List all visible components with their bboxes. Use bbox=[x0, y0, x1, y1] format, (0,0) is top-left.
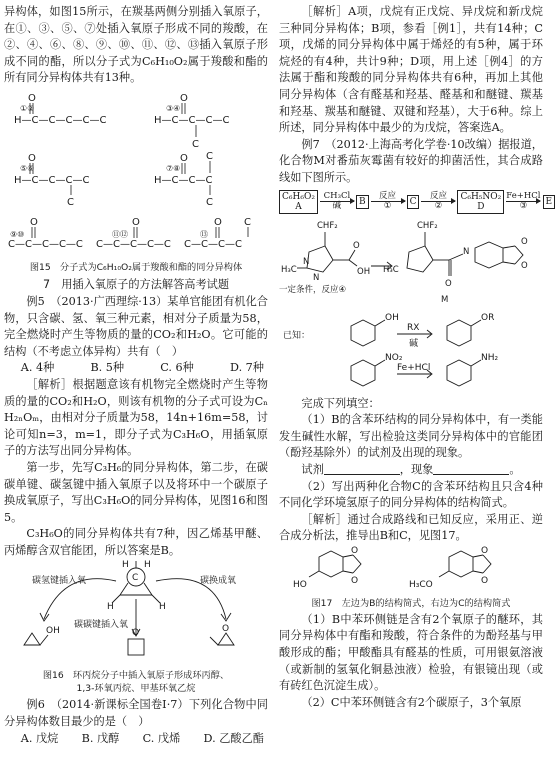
svg-text:O: O bbox=[353, 240, 360, 251]
reaction-arrow-4: Fe+HCl ③ bbox=[506, 191, 541, 212]
svg-text:H: H bbox=[107, 602, 114, 613]
compound-c: C bbox=[407, 195, 420, 209]
fig16-o-epoxide: O bbox=[222, 624, 230, 635]
svg-text:O: O bbox=[481, 575, 489, 586]
answer-1: （1）B中苯环侧链是含有2个氧原子的醚环，其同分异构体中有酯和羧酸，符合条件的为酚羟基与甲酸形成的酯；甲酸酯具有醛基的性质，可用银氨溶液（或新制的氢氧化铜悬浊液）检验，有银镜出现（或有砖红色沉淀生成）。 bbox=[279, 612, 543, 693]
svg-text:O: O bbox=[521, 260, 528, 271]
svg-text:⑦⑧: ⑦⑧ bbox=[166, 163, 181, 173]
condition-label: 一定条件，反应④ bbox=[279, 284, 347, 295]
svg-text:NH₂: NH₂ bbox=[481, 352, 499, 363]
analysis-7: ［解析］通过合成路线和已知反应，采用正、逆合成分析法，推导出B和C，见图17。 bbox=[279, 512, 543, 543]
reagent-blank[interactable] bbox=[324, 463, 400, 475]
svg-text:O: O bbox=[214, 216, 222, 228]
svg-text:CHF₂: CHF₂ bbox=[417, 220, 438, 231]
example-6-options bbox=[4, 731, 268, 748]
phenomenon-blank[interactable] bbox=[433, 463, 509, 475]
reaction-arrow-3: 反应 ② bbox=[421, 192, 455, 211]
compound-a: C₆H₆O₂ A bbox=[279, 190, 318, 214]
svg-text:H: H bbox=[144, 560, 151, 571]
reaction-arrow-1: CH₃Cl 碱 bbox=[320, 192, 354, 211]
svg-text:①②: ①② bbox=[20, 103, 35, 113]
compound-b: B bbox=[356, 195, 369, 209]
svg-text:OH: OH bbox=[385, 312, 399, 323]
svg-text:Fe+HCl: Fe+HCl bbox=[397, 362, 431, 373]
svg-text:⑬: ⑬ bbox=[200, 229, 208, 239]
svg-text:HO: HO bbox=[293, 579, 307, 590]
svg-text:C: C bbox=[206, 150, 213, 162]
task-intro: 完成下列填空： bbox=[301, 396, 380, 410]
svg-text:O: O bbox=[521, 236, 528, 247]
left-column bbox=[4, 4, 268, 747]
svg-text:⑪⑫: ⑪⑫ bbox=[112, 229, 128, 239]
figure-16-diagram bbox=[4, 559, 268, 663]
fig15-struct-6: C—C—C—C—C bbox=[96, 238, 171, 250]
known-label: 已知： bbox=[283, 330, 311, 341]
svg-text:OH: OH bbox=[357, 266, 371, 277]
svg-text:O: O bbox=[28, 92, 36, 104]
reaction-arrow-2: 反应 ① bbox=[371, 192, 405, 211]
svg-text:O: O bbox=[28, 152, 36, 164]
option-c: C. 6种 bbox=[160, 361, 194, 375]
svg-text:O: O bbox=[180, 92, 188, 104]
svg-text:O: O bbox=[481, 545, 489, 556]
svg-text:H₃CO: H₃CO bbox=[409, 579, 433, 590]
fig15-struct-5: C—C—C—C—C bbox=[8, 238, 83, 250]
svg-text:OR: OR bbox=[481, 312, 495, 323]
option-d: D. 乙酸乙酯 bbox=[203, 731, 264, 745]
svg-text:NO₂: NO₂ bbox=[385, 352, 403, 363]
figure-16-caption-2: 1,3-环氧丙烷、甲基环氧乙烷 bbox=[76, 683, 196, 695]
section-title: 7 用插入氧原子的方法解答高考试题 bbox=[42, 277, 230, 291]
svg-text:C: C bbox=[67, 196, 74, 208]
svg-text:O: O bbox=[30, 216, 38, 228]
svg-text:N: N bbox=[313, 272, 320, 283]
example-5: 例5 （2013·广西理综·13）某单官能团有机化合物，只含碳、氢、氧三种元素，相对分子质量为58，完全燃烧时产生等物质的量的CO₂和H₂O。它可能的结构（不考虑立体异构）共有（ ） bbox=[4, 294, 268, 358]
svg-text:H₃C: H₃C bbox=[281, 264, 297, 275]
svg-text:N: N bbox=[463, 246, 470, 257]
right-column bbox=[279, 4, 553, 711]
svg-text:H: H bbox=[122, 560, 129, 571]
svg-text:N: N bbox=[303, 256, 310, 267]
compound-e: E bbox=[543, 195, 555, 209]
svg-text:O: O bbox=[132, 216, 140, 228]
analysis-5c: C₃H₆O的同分异构体共有7种，因乙烯基甲醚、丙烯醇含双官能团，所以答案是B。 bbox=[4, 527, 268, 557]
fig16-label-ch-insert: 碳氢键插入氧 bbox=[32, 576, 87, 587]
example-7: 例7 （2012·上海高考化学卷·10改编）据报道，化合物M对番茄灰霉菌有较好的抑菌活性，其合成路线如下图所示。 bbox=[279, 137, 543, 184]
figure-16-caption-1: 图16 环丙烷分子中插入氧原子形成环丙醇、 bbox=[42, 670, 230, 682]
fig15-struct-4: H—C—C—C bbox=[154, 174, 213, 186]
fig16-label-c-to-o: 碳换成氧 bbox=[200, 576, 237, 587]
synthesis-route bbox=[279, 190, 553, 214]
reaction-4-structures bbox=[279, 216, 543, 308]
fig15-struct-1: H—C—C—C—C—C bbox=[14, 114, 107, 126]
option-a: A. 戊烷 bbox=[20, 731, 59, 745]
svg-text:RX: RX bbox=[407, 322, 420, 333]
question-1-blanks: 试剂 ，现象 。 bbox=[301, 462, 521, 476]
svg-text:H₃C: H₃C bbox=[383, 264, 399, 275]
svg-text:碱: 碱 bbox=[409, 338, 419, 349]
option-b: B. 戊醇 bbox=[81, 731, 120, 745]
svg-text:C: C bbox=[206, 196, 213, 208]
figure-17-structures bbox=[279, 545, 543, 591]
option-a: A. 4种 bbox=[20, 361, 55, 375]
fig15-struct-7: C—C—C—C bbox=[184, 238, 242, 250]
option-d: D. 7种 bbox=[230, 361, 264, 375]
svg-text:⑤⑥: ⑤⑥ bbox=[20, 163, 35, 173]
compound-m-label: M bbox=[441, 294, 449, 305]
fig15-struct-2: H—C—C—C—C bbox=[154, 114, 230, 126]
fig16-label-cc-insert: 碳碳键插入氧 bbox=[74, 620, 129, 631]
svg-text:⑨⑩: ⑨⑩ bbox=[10, 229, 25, 239]
analysis-5a: ［解析］根据题意该有机物完全燃烧时产生等物质的量的CO₂和H₂O，则该有机物的分子式可设为CₙH₂ₙOₘ，由相对分子质量为58，14n+16m=58，讨论可知n=3，m=1，即分子式为C₃H₆O，用插氧原子的方法写出同分异构体。 bbox=[4, 377, 268, 458]
figure-15-structures bbox=[4, 87, 268, 255]
svg-text:O: O bbox=[351, 575, 359, 586]
example-5-options bbox=[4, 360, 268, 377]
analysis-5b: 第一步，先写C₃H₆的同分异构体，第二步，在碳碳单键、碳氢键中插入氧原子以及将环中一个碳原子换成氧原子，写出C₃H₆O的同分异构体，见图16和图5。 bbox=[4, 460, 268, 524]
compound-d: C₆H₅NO₂ D bbox=[457, 190, 504, 214]
fig16-oh: OH bbox=[46, 626, 60, 637]
option-c: C. 戊烯 bbox=[142, 731, 181, 745]
answer-2: （2）C中苯环侧链含有2个碳原子，3个氧原 bbox=[301, 695, 522, 709]
fig15-struct-3: H—C—C—C—C bbox=[14, 174, 90, 186]
svg-text:O: O bbox=[351, 545, 359, 556]
svg-text:C: C bbox=[244, 216, 251, 228]
known-reactions bbox=[279, 312, 543, 392]
option-b: B. 5种 bbox=[90, 361, 125, 375]
svg-text:O: O bbox=[445, 278, 452, 289]
svg-text:O: O bbox=[180, 152, 188, 164]
svg-text:③④: ③④ bbox=[166, 103, 181, 113]
fig16-o-oxetane: O bbox=[132, 628, 140, 639]
analysis-6: ［解析］A项，戊烷有正戊烷、异戊烷和新戊烷三种同分异构体；B项，参看［例1］，共有14种；C项，戊烯的同分异构体中属于烯烃的有5种，属于环烷烃的有4种，共计9种；D项，用上述［例4］的方法属于酯和羧酸的同分异构体共有6种，再加上其他同分异构体（含有醛基和羟基、醛基和和醚键、羰基和羟基、羰基和醚键、双键和羟基），大于6种。综上所述，同分异构体中最少的为戊烷，答案选A。 bbox=[279, 5, 543, 135]
question-1: （1）B的含苯环结构的同分异构体中，有一类能发生碱性水解，写出检验这类同分异构体中的官能团（酚羟基除外）的试剂及出现的现象。 bbox=[279, 413, 543, 460]
example-6: 例6 （2014·新课标全国卷Ⅰ·7）下列化合物中同分异构体数目最少的是（ ） bbox=[4, 698, 268, 729]
figure-17-caption: 图17 左边为B的结构简式，右边为C的结构简式 bbox=[311, 597, 511, 609]
svg-text:C: C bbox=[192, 138, 199, 150]
svg-text:C: C bbox=[132, 573, 139, 584]
paragraph-isomers: 异构体，如图15所示，在羰基两侧分别插入氧原子，在①、③、⑤、⑦处插入氧原子形成不同的羧酸，在②、④、⑥、⑧、⑨、⑩、⑪、⑫、⑬插入氧原子形成不同的酯，所以分子式为C₆H₁₀O₂属于羧酸和酯的所有同分异构体共有13种。 bbox=[4, 5, 268, 85]
svg-text:CHF₂: CHF₂ bbox=[317, 220, 338, 231]
svg-text:H: H bbox=[159, 602, 166, 613]
question-2: （2）写出两种化合物C的含苯环结构且只含4种不同化学环境氢原子的同分异构体的结构简式。 bbox=[279, 479, 543, 510]
figure-15-caption: 图15 分子式为C₆H₁₀O₂属于羧酸和酯的同分异构体 bbox=[29, 261, 243, 273]
